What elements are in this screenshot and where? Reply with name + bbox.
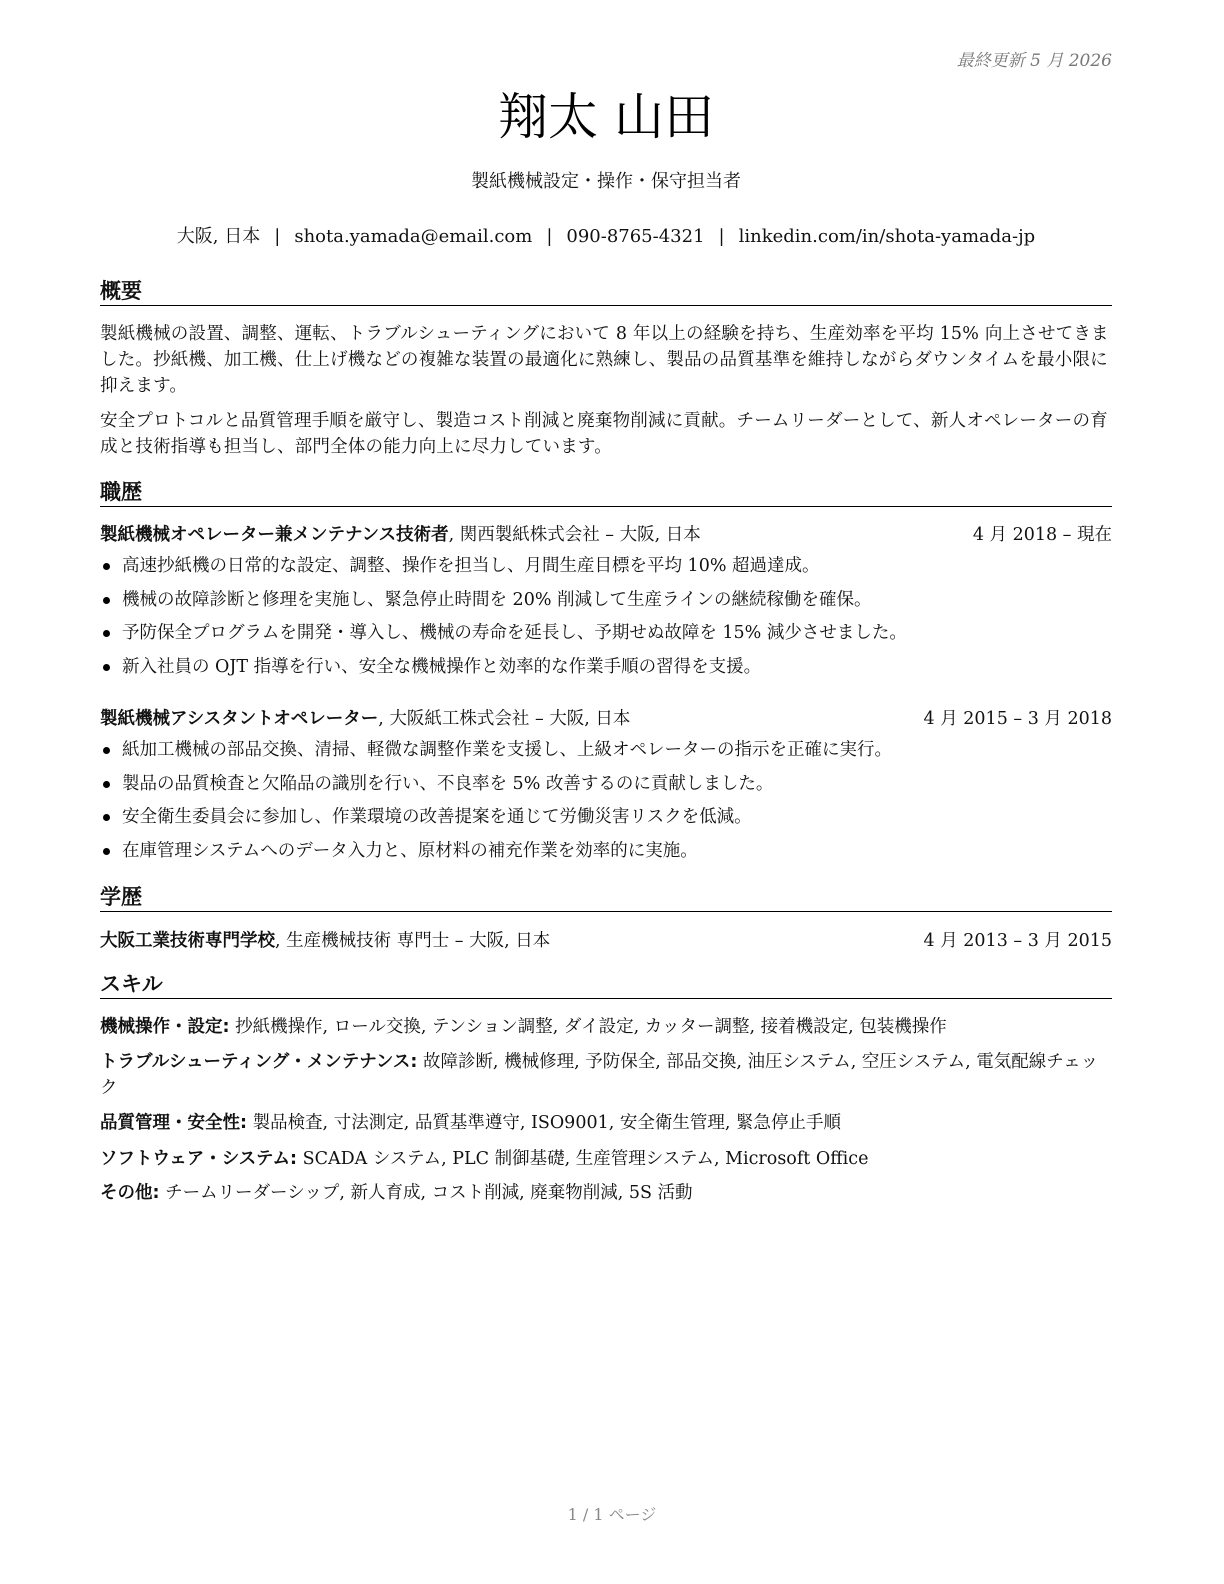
skill-row [100,1110,1112,1136]
education-heading: 学歴 [100,884,1112,912]
education-entry [100,928,1112,954]
job-dates: 4 月 2018 – 現在 [972,525,1112,545]
skill-row [100,1180,1112,1206]
page-number: 1 / 1 ページ [567,1505,657,1524]
last-updated: 最終更新 5 月 2026 [956,51,1112,71]
contact-phone[interactable]: 090-8765-4321 [566,226,705,247]
candidate-name: 翔太 山田 [498,88,714,146]
skill-value: 故障診断, 機械修理, 予防保全, 部品交換, 油圧システム, 空圧システム, 電気配線チェック [100,1052,1099,1098]
list-item: 機械の故障診断と修理を実施し、緊急停止時間を 20% 削減して生産ラインの継続稼働を確保。 [100,587,1112,613]
list-item: 紙加工機械の部品交換、清掃、軽微な調整作業を支援し、上級オペレーターの指示を正確に実行。 [100,737,1112,763]
school-name: 大阪工業技術専門学校 [100,931,275,951]
skill-label: トラブルシューティング・メンテナンス: [100,1052,418,1072]
separator: | [274,226,281,247]
education-dates: 4 月 2013 – 3 月 2015 [923,931,1112,951]
summary-paragraph: 製紙機械の設置、調整、運転、トラブルシューティングにおいて 8 年以上の経験を持ち、生産効率を平均 15% 向上させてきました。抄紙機、加工機、仕上げ機などの複雑な装置の最適化に熟練し、製品の品質基準を維持しながらダウンタイムを最小限に抑えます。 [100,324,1109,396]
job-role: 製紙機械アシスタントオペレーター [100,709,379,729]
list-item: 予防保全プログラムを開発・導入し、機械の寿命を延長し、予期せぬ故障を 15% 減少させました。 [100,620,1112,646]
list-item: 在庫管理システムへのデータ入力と、原材料の補充作業を効率的に実施。 [100,838,1112,864]
job-role: 製紙機械オペレーター兼メンテナンス技術者 [100,525,449,545]
contact-linkedin[interactable]: linkedin.com/in/shota-yamada-jp [738,226,1036,247]
skill-row [100,1049,1112,1101]
skills-heading: スキル [100,971,1112,999]
job-details: , 関西製紙株式会社 – 大阪, 日本 [448,525,701,545]
list-item: 新入社員の OJT 指導を行い、安全な機械操作と効率的な作業手順の習得を支援。 [100,654,1112,680]
skill-value: 製品検査, 寸法測定, 品質基準遵守, ISO9001, 安全衛生管理, 緊急停止手順 [247,1113,841,1133]
separator: | [718,226,725,247]
skill-value: チームリーダーシップ, 新人育成, コスト削減, 廃棄物削減, 5S 活動 [159,1183,693,1203]
skill-label: 機械操作・設定: [100,1017,230,1037]
skill-label: ソフトウェア・システム: [100,1149,298,1169]
skill-value: SCADA システム, PLC 制御基礎, 生産管理システム, Microsoft Office [297,1149,869,1169]
job-bullets [100,737,1112,871]
skill-value: 抄紙機操作, ロール交換, テンション調整, ダイ設定, カッター調整, 接着機設定, 包装機操作 [229,1017,947,1037]
job-entry-header [100,706,1112,732]
list-item: 高速抄紙機の日常的な設定、調整、操作を担当し、月間生産目標を平均 10% 超過達成。 [100,553,1112,579]
job-title: 製紙機械設定・操作・保守担当者 [471,171,741,192]
contact-line [100,225,1112,249]
job-dates: 4 月 2015 – 3 月 2018 [923,709,1112,729]
separator: | [546,226,553,247]
summary-paragraph: 安全プロトコルと品質管理手順を厳守し、製造コスト削減と廃棄物削減に貢献。チームリーダーとして、新人オペレーターの育成と技術指導も担当し、部門全体の能力向上に尽力しています。 [100,411,1108,457]
skill-label: その他: [100,1183,160,1203]
contact-email[interactable]: shota.yamada@email.com [294,226,533,247]
list-item: 安全衛生委員会に参加し、作業環境の改善提案を通じて労働災害リスクを低減。 [100,804,1112,830]
skill-row [100,1146,1112,1172]
skill-row [100,1014,1112,1040]
list-item: 製品の品質検査と欠陥品の識別を行い、不良率を 5% 改善するのに貢献しました。 [100,771,1112,797]
job-details: , 大阪紙工株式会社 – 大阪, 日本 [378,709,631,729]
summary-heading: 概要 [100,278,1112,306]
education-details: , 生産機械技術 専門士 – 大阪, 日本 [275,931,551,951]
contact-location: 大阪, 日本 [176,226,261,247]
job-bullets [100,553,1112,687]
job-entry-header [100,522,1112,548]
experience-heading: 職歴 [100,479,1112,507]
skill-label: 品質管理・安全性: [100,1113,247,1133]
